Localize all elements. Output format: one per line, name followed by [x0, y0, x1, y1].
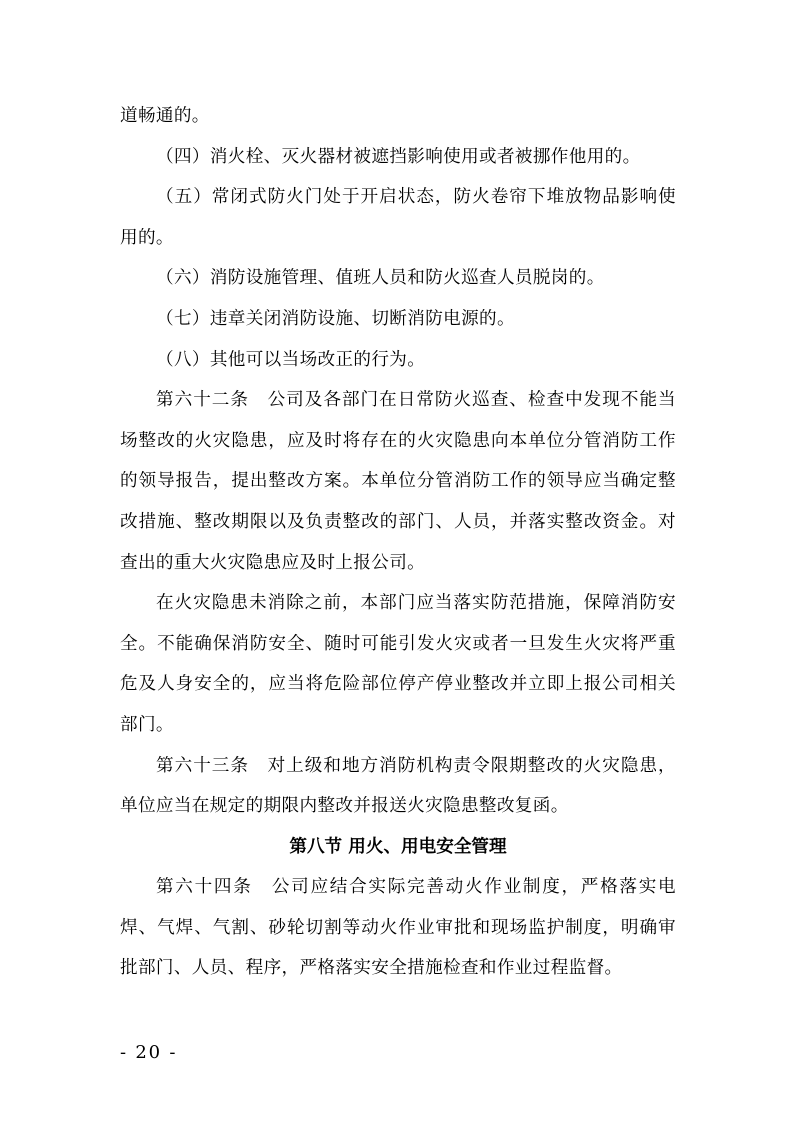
text-line: 第六十三条 对上级和地方消防机构责令限期整改的火灾隐患， [156, 755, 676, 776]
paragraph-block [120, 96, 676, 827]
text-line: 改措施、整改期限以及负责整改的部门、人员，并落实整改资金。对 [120, 511, 676, 532]
text-line: 单位应当在规定的期限内整改并报送火灾隐患整改复函。 [120, 796, 569, 817]
text-line: 用的。 [120, 227, 174, 248]
text-line: （八）其他可以当场改正的行为。 [156, 349, 426, 370]
section-heading: 第八节 用火、用电安全管理 [289, 836, 507, 857]
text-line: 部门。 [120, 714, 174, 735]
text-line: 第六十四条 公司应结合实际完善动火作业制度，严格落实电 [156, 877, 676, 898]
text-line: 场整改的火灾隐患，应及时将存在的火灾隐患向本单位分管消防工作 [120, 430, 676, 451]
text-line: 在火灾隐患未消除之前，本部门应当落实防范措施，保障消防安 [156, 593, 676, 614]
document-body [120, 96, 676, 989]
text-line: 第六十二条 公司及各部门在日常防火巡查、检查中发现不能当 [156, 390, 676, 411]
text-line: （五）常闭式防火门处于开启状态，防火卷帘下堆放物品影响使 [156, 187, 676, 208]
text-line: 危及人身安全的，应当将危险部位停产停业整改并立即上报公司相关 [120, 674, 676, 695]
text-line: 全。不能确保消防安全、随时可能引发火灾或者一旦发生火灾将严重 [120, 633, 676, 654]
page-number: - 20 - [120, 1042, 178, 1063]
text-line: 焊、气焊、气割、砂轮切割等动火作业审批和现场监护制度，明确审 [120, 917, 676, 938]
text-line: 批部门、人员、程序，严格落实安全措施检查和作业过程监督。 [120, 958, 623, 979]
text-line: 查出的重大火灾隐患应及时上报公司。 [120, 552, 426, 573]
text-line: 道畅通的。 [120, 106, 210, 126]
text-line: 的领导报告，提出整改方案。本单位分管消防工作的领导应当确定整 [120, 471, 676, 492]
paragraph-block-after [120, 867, 676, 989]
text-line: （四）消火栓、灭火器材被遮挡影响使用或者被挪作他用的。 [156, 146, 641, 167]
text-line: （七）违章关闭消防设施、切断消防电源的。 [156, 308, 515, 329]
text-line: （六）消防设施管理、值班人员和防火巡查人员脱岗的。 [156, 268, 605, 289]
